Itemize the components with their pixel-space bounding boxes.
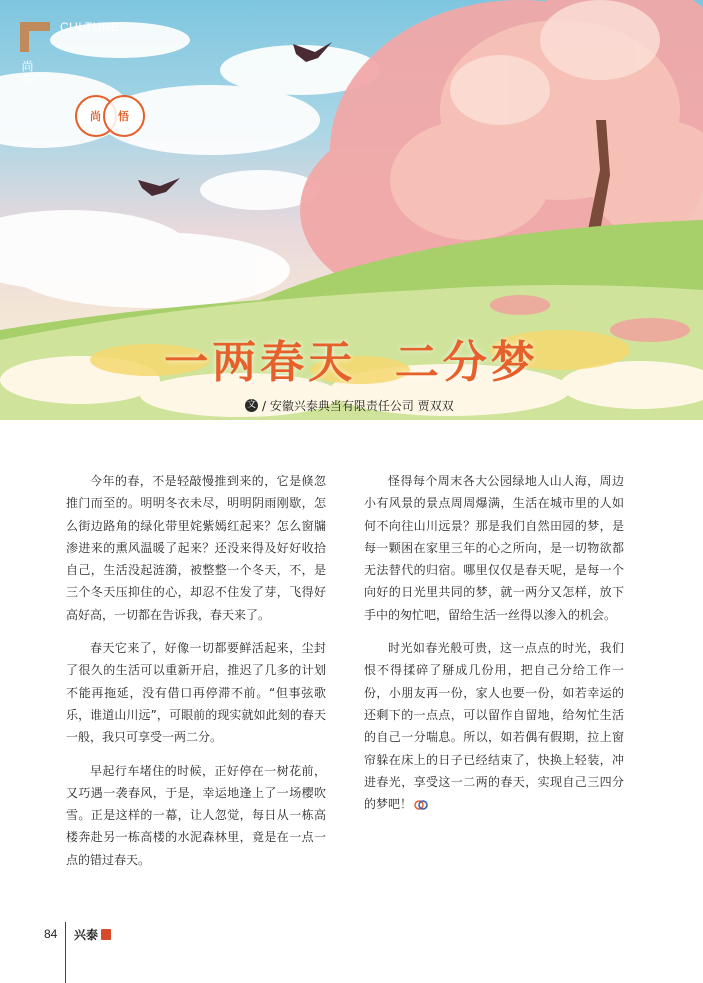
- byline-author: / 安徽兴泰典当有限责任公司 贾双双: [262, 399, 454, 413]
- footer-divider: [65, 922, 66, 983]
- article-column-right: [364, 470, 624, 826]
- paragraph-last: [364, 637, 624, 815]
- column-logo: [72, 92, 148, 140]
- paragraph: 春天它来了，好像一切都要鲜活起来，尘封了很久的生活可以重新开启，推迟了几多的计划不能再拖延，没有借口再停滞不前。“但事弦歌乐，谁道山川远”，可眼前的现实就如此刻的春天一般，我只可享受一两二分。: [66, 641, 326, 745]
- section-label-en: CULTURE: [60, 20, 120, 34]
- end-mark-icon: [414, 800, 428, 810]
- seal-icon: [101, 929, 111, 940]
- magazine-name-text: 兴泰: [74, 928, 99, 942]
- magazine-name: [74, 926, 111, 943]
- paragraph: 今年的春，不是轻敲慢推到来的，它是倏忽推门而至的。明明冬衣未尽，明明阴雨刚歇，怎么街边路角的绿化带里姹紫嫣红起来？怎么窗牖渗进来的熏风温暖了起来？还没来得及好好收拾自己，生活没起涟漪，被整整一个冬天，不，是三个冬天压抑住的心，却忍不住发了芽，飞得好高好高，一切都在告诉我，春天来了。: [66, 474, 326, 622]
- interlocking-circles-icon: [72, 92, 148, 140]
- byline-mark: 文: [246, 400, 256, 410]
- article-title: 一两春天 二分梦: [164, 337, 539, 388]
- section-corner-mark: [20, 22, 50, 52]
- paragraph: 怪得每个周末各大公园绿地人山人海，周边小有风景的景点周周爆满，生活在城市里的人如何不向往山川远景？那是我们自然田园的梦，是每一颗困在家里三年的心之所向，是一切物欲都无法替代的归宿。哪里仅仅是春天呢，是每一个向好的日光里共同的梦，就一两分又怎样，放下手中的匆忙吧，留给生活一丝得以渗入的机会。: [364, 474, 624, 622]
- paragraph-text: 时光如春光般可贵，这一点点的时光，我们恨不得揉碎了掰成几份用，把自己分给工作一份，小朋友再一份，家人也要一份，如若幸运的还剩下的一点点，可以留作自留地，给匆忙生活的自己一分喘息。所以，如若偶有假期，拉上窗帘躲在床上的日子已经结束了，快换上轻装，冲进春光，享受这一二两的春天，实现自己三四分的梦吧！: [364, 641, 624, 812]
- byline: [245, 397, 454, 414]
- page-number: 84: [44, 927, 58, 941]
- column-logo-char-1: 尚: [90, 110, 101, 123]
- article-column-left: [66, 470, 326, 882]
- paragraph: 早起行车堵住的时候，正好停在一树花前，又巧遇一袭春风，于是，幸运地逢上了一场樱吹雪。正是这样的一幕，让人忽觉，每日从一栋高楼奔赴另一栋高楼的水泥森林里，竟是在一点一点的错过春天。: [66, 763, 326, 867]
- hero-illustration: [0, 0, 703, 420]
- section-label-cn: 尚品: [20, 60, 34, 84]
- column-logo-char-2: 悟: [118, 110, 129, 123]
